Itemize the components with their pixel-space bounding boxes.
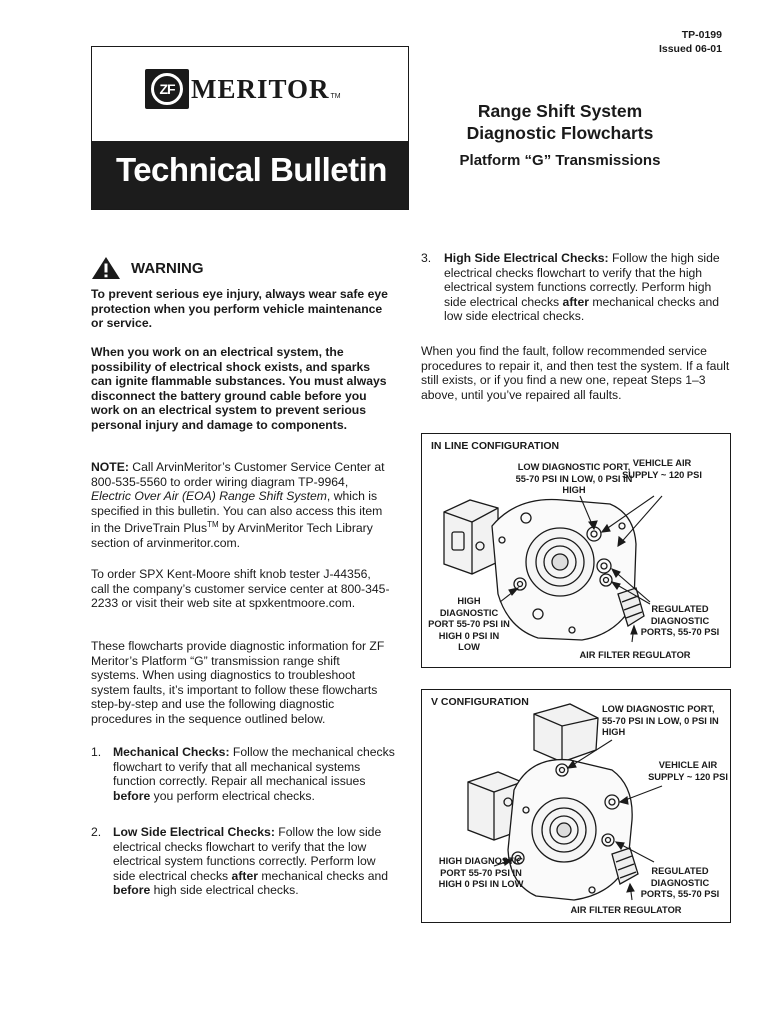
brand-box xyxy=(91,46,409,210)
warning-label: WARNING xyxy=(131,259,204,277)
warning-electrical: When you work on an electrical system, the possibility of electrical shock exists, and sparks can ignite flammable substances. You must always disconnect the battery ground cable before you work on an electrical system to prevent serious personal injury and damage to components. xyxy=(91,345,387,432)
note-doc-title: Electric Over Air (EOA) Range Shift System xyxy=(91,489,327,504)
bulletin-banner xyxy=(92,141,408,209)
document-title xyxy=(430,100,690,144)
title-line-2: Diagnostic Flowcharts xyxy=(466,123,654,143)
figure-inline-configuration xyxy=(421,433,731,668)
order-paragraph: To order SPX Kent-Moore shift knob tester J-44356, call the company’s customer service center at 800-345-2233 or visit their web site at spxkentmoore.com. xyxy=(91,567,390,611)
regulated-diagnostic-ports-label: REGULATED DIAGNOSTIC PORTS, 55-70 PSI xyxy=(640,604,720,637)
step-2-number: 2. xyxy=(91,825,102,839)
step-2-body-c: mechanical checks and xyxy=(257,868,389,883)
note-label: NOTE: xyxy=(91,460,129,474)
warning-triangle-icon xyxy=(91,256,121,280)
note-text-a: Call ArvinMeritor’s Customer Service Center at 800-535-5560 to order wiring diagram TP-9964, xyxy=(91,460,385,489)
low-diagnostic-port-label: LOW DIAGNOSTIC PORT, 55-70 PSI IN LOW, 0 PSI IN HIGH xyxy=(515,462,633,495)
note-text-c: by ArvinMeritor Tech Library section of arvinmeritor.com. xyxy=(91,521,373,551)
low-diagnostic-port-label: LOW DIAGNOSTIC PORT, 55-70 PSI IN LOW, 0 PSI IN HIGH xyxy=(602,704,719,737)
step-1-text xyxy=(113,745,395,803)
step-1-number: 1. xyxy=(91,745,102,759)
high-diagnostic-port-label: HIGH DIAGNOSTIC PORT 55-70 PSI IN HIGH 0 PSI IN LOW xyxy=(428,596,510,652)
step-2-text xyxy=(113,825,395,898)
step-1-body-a: Follow the mechanical checks flowchart to verify that all mechanical systems function correctly. Repair all mechanical issues xyxy=(113,745,395,789)
step-1-emphasis: before xyxy=(113,788,151,803)
vehicle-air-supply-label: VEHICLE AIR SUPPLY ~ 120 PSI xyxy=(648,760,728,782)
step-2-body-a: Follow the low side electrical checks flowchart to verify that the low electrical system functions correctly. Perform low side electrical checks xyxy=(113,825,382,883)
note-paragraph xyxy=(91,460,391,551)
step-3-body-c: mechanical checks and low side electrical checks. xyxy=(444,294,720,324)
vehicle-air-supply-label: VEHICLE AIR SUPPLY ~ 120 PSI xyxy=(622,458,702,480)
logo-brand-text: MERITOR xyxy=(191,73,330,104)
step-3-number: 3. xyxy=(421,251,432,265)
step-3-label: High Side Electrical Checks: xyxy=(444,251,609,265)
warning-eye-protection: To prevent serious eye injury, always wear safe eye protection when you perform vehicle maintenance or service. xyxy=(91,287,388,331)
step-2-label: Low Side Electrical Checks: xyxy=(113,825,275,839)
step-2-emphasis-after: after xyxy=(231,868,258,883)
document-id xyxy=(659,28,722,56)
bulletin-title: Technical Bulletin xyxy=(116,151,387,188)
step-2-body-d: high side electrical checks. xyxy=(150,883,299,898)
note-trademark: TM xyxy=(207,520,219,530)
step-3-body-a: Follow the high side electrical checks flowchart to verify that the high electrical system functions correctly. Perform high side electrical checks xyxy=(444,251,720,309)
high-diagnostic-port-label: HIGH DIAGNOSTIC PORT 55-70 PSI IN HIGH 0 PSI IN LOW xyxy=(438,856,524,889)
warning-heading xyxy=(91,256,204,280)
intro-paragraph: These flowcharts provide diagnostic information for ZF Meritor’s Platform “G” transmission range shift systems. When using diagnostics to troubleshoot system faults, it’s important to follow these flowcharts step-by-step and use the following diagnostic procedures in the sequence outlined below. xyxy=(91,639,385,726)
step-2-emphasis-before: before xyxy=(113,883,151,898)
logo-trademark: TM xyxy=(330,93,341,100)
figure-v-configuration xyxy=(421,689,731,923)
note-text-b: , which is specified in this bulletin. You can also access this item in the DriveTrain Plus xyxy=(91,489,383,536)
document-subtitle: Platform “G” Transmissions xyxy=(459,152,661,169)
regulated-diagnostic-ports-label: REGULATED DIAGNOSTIC PORTS, 55-70 PSI xyxy=(640,866,720,899)
step-3-text xyxy=(444,251,734,324)
zf-logo-icon xyxy=(145,69,189,109)
step-1-body-c: you perform electrical checks. xyxy=(150,788,315,803)
logo-area xyxy=(92,47,408,141)
zf-meritor-logo xyxy=(145,69,341,109)
figure-title: V CONFIGURATION xyxy=(431,696,529,708)
step-3-emphasis: after xyxy=(562,294,589,309)
fault-paragraph: When you find the fault, follow recommended service procedures to repair it, and then test the system. If a fault still exists, or if you find a new one, repeat Steps 1–3 above, until you’ve repaired all faults. xyxy=(421,344,730,402)
air-filter-regulator-label: AIR FILTER REGULATOR xyxy=(579,650,691,660)
figure-title: IN LINE CONFIGURATION xyxy=(431,440,560,452)
title-line-1: Range Shift System xyxy=(477,101,643,121)
issue-date: Issued 06-01 xyxy=(658,43,722,55)
doc-number: TP-0199 xyxy=(681,29,722,41)
step-1-label: Mechanical Checks: xyxy=(113,745,230,759)
zf-logo-text: ZF xyxy=(151,73,183,105)
air-filter-regulator-label: AIR FILTER REGULATOR xyxy=(570,905,682,915)
